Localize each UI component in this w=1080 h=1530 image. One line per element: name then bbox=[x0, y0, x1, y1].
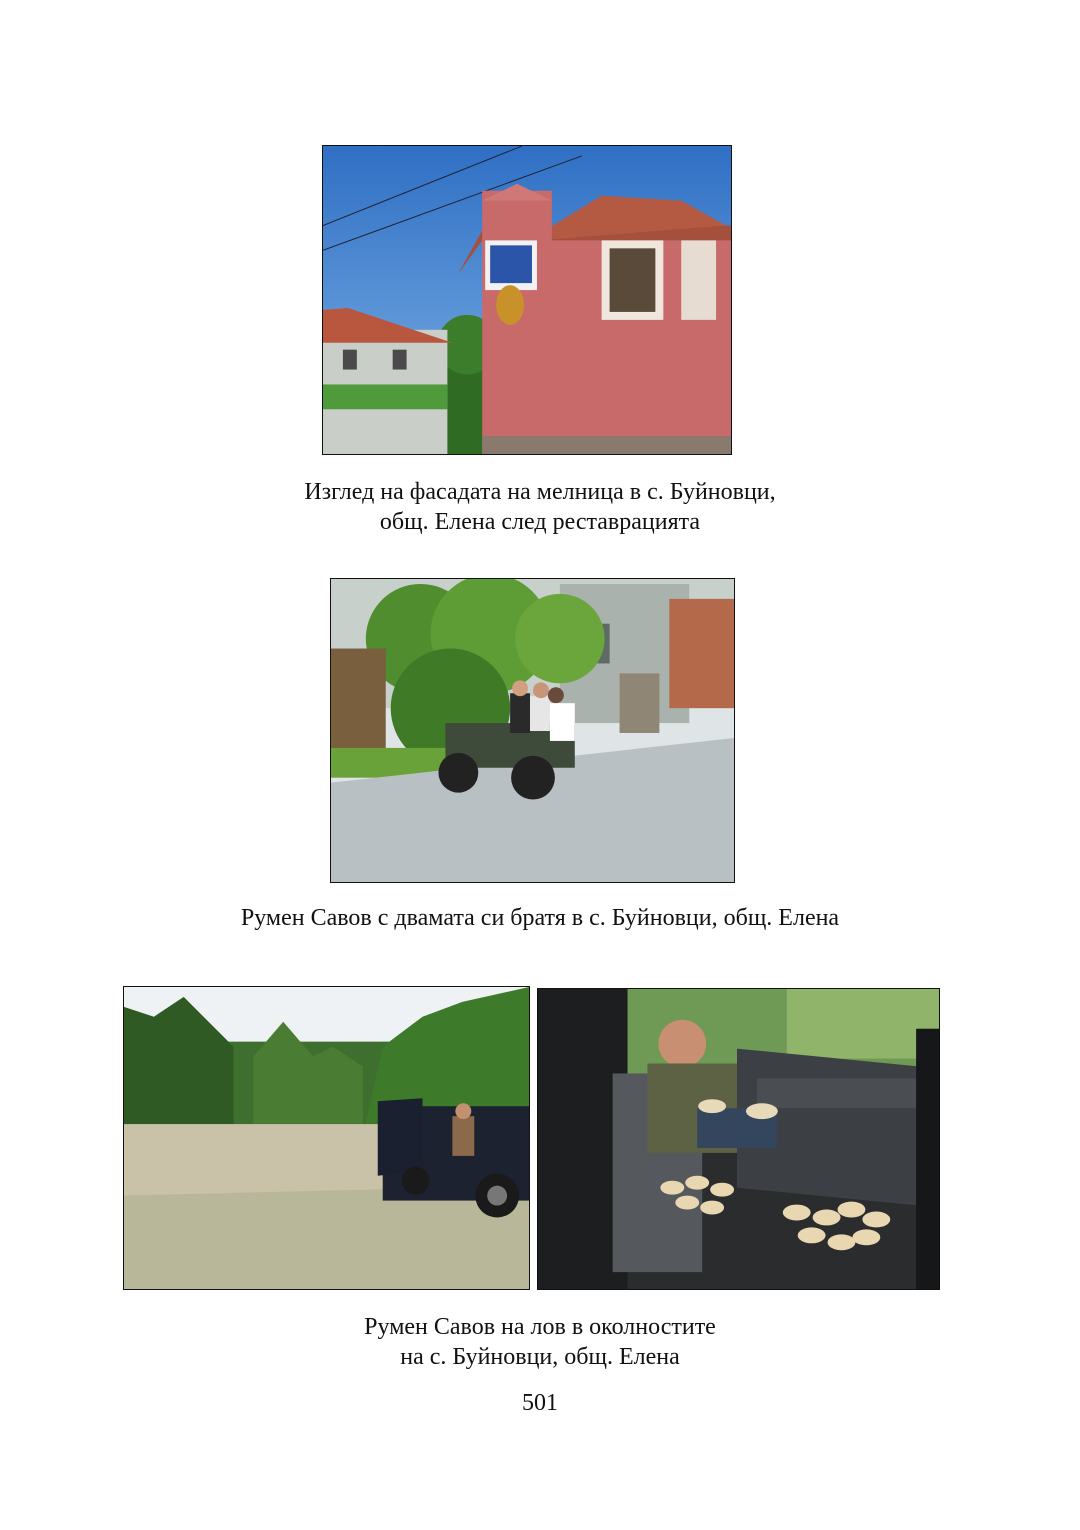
atv-caption bbox=[0, 903, 1080, 933]
hunt-caption-line2: на с. Буйновци, общ. Елена bbox=[400, 1344, 680, 1370]
mill-caption-line2: общ. Елена след реставрацията bbox=[379, 509, 701, 535]
hunt-caption bbox=[0, 1312, 1080, 1372]
mill-caption bbox=[0, 477, 1080, 537]
page-number: 501 bbox=[522, 1390, 558, 1416]
mushrooms-photo bbox=[537, 988, 940, 1290]
hunt-caption-line1: Румен Савов на лов в околностите bbox=[364, 1314, 716, 1340]
mill-photo bbox=[322, 145, 732, 455]
atv-photo bbox=[330, 578, 735, 883]
mill-caption-line1: Изглед на фасадата на мелница в с. Буйновци, bbox=[304, 479, 776, 505]
clearing-photo bbox=[123, 986, 530, 1290]
atv-caption-line1: Румен Савов с двамата си братя в с. Буйновци, общ. Елена bbox=[240, 905, 840, 931]
